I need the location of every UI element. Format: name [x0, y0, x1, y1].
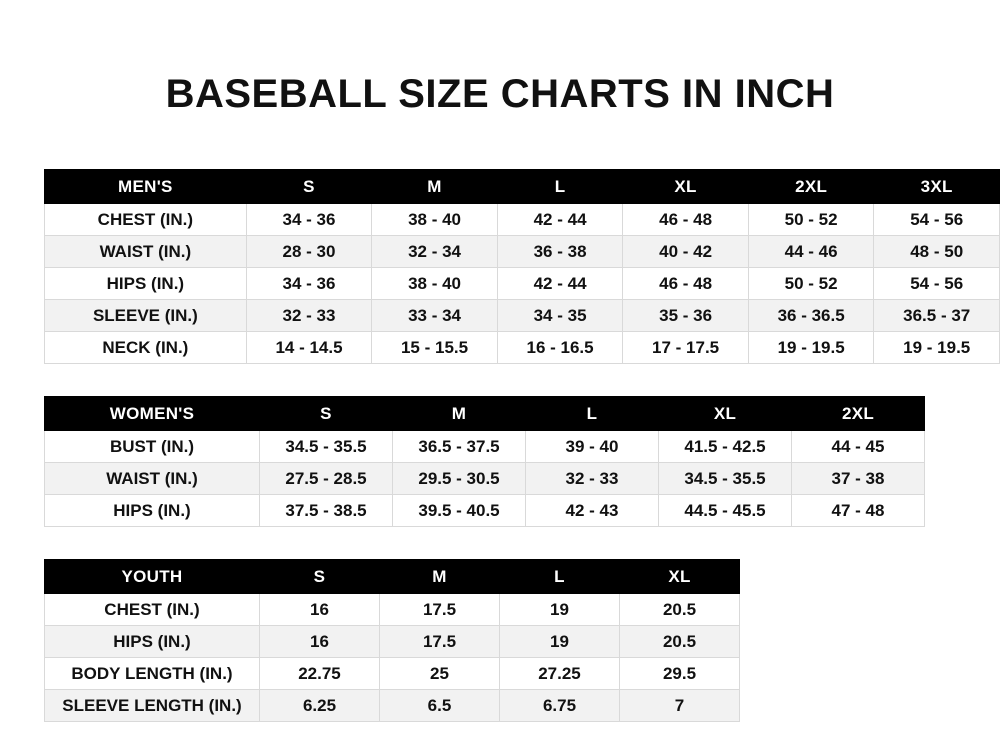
mens-neck-s: 14 - 14.5: [246, 332, 372, 364]
womens-bust-m: 36.5 - 37.5: [393, 431, 526, 463]
mens-hips-m: 38 - 40: [372, 268, 498, 300]
womens-header-category: WOMEN'S: [45, 397, 260, 431]
womens-row-label-waist: WAIST (IN.): [45, 463, 260, 495]
mens-header-3xl: 3XL: [874, 170, 1000, 204]
mens-waist-m: 32 - 34: [372, 236, 498, 268]
youth-hips-xl: 20.5: [620, 626, 740, 658]
table-row: [45, 431, 925, 463]
mens-hips-s: 34 - 36: [246, 268, 372, 300]
youth-sleeve-length-l: 6.75: [500, 690, 620, 722]
table-header-row: [45, 560, 740, 594]
womens-table-header: [45, 397, 925, 431]
table-row: [45, 658, 740, 690]
youth-table-body: [45, 594, 740, 722]
mens-waist-3xl: 48 - 50: [874, 236, 1000, 268]
mens-chest-m: 38 - 40: [372, 204, 498, 236]
mens-header-xl: XL: [623, 170, 749, 204]
mens-header-2xl: 2XL: [748, 170, 874, 204]
youth-size-table: [44, 559, 740, 722]
table-row: [45, 204, 1000, 236]
womens-waist-l: 32 - 33: [526, 463, 659, 495]
table-header-row: [45, 397, 925, 431]
mens-neck-l: 16 - 16.5: [497, 332, 623, 364]
table-row: [45, 236, 1000, 268]
womens-waist-s: 27.5 - 28.5: [260, 463, 393, 495]
womens-size-table: [44, 396, 925, 527]
mens-chest-l: 42 - 44: [497, 204, 623, 236]
youth-row-label-sleeve-length: SLEEVE LENGTH (IN.): [45, 690, 260, 722]
mens-neck-2xl: 19 - 19.5: [748, 332, 874, 364]
youth-hips-s: 16: [260, 626, 380, 658]
mens-waist-2xl: 44 - 46: [748, 236, 874, 268]
youth-chest-m: 17.5: [380, 594, 500, 626]
youth-sleeve-length-s: 6.25: [260, 690, 380, 722]
mens-sleeve-l: 34 - 35: [497, 300, 623, 332]
mens-size-table: [44, 169, 1000, 364]
table-row: [45, 300, 1000, 332]
mens-chest-s: 34 - 36: [246, 204, 372, 236]
mens-table-body: [45, 204, 1000, 364]
womens-hips-xl: 44.5 - 45.5: [659, 495, 792, 527]
mens-neck-3xl: 19 - 19.5: [874, 332, 1000, 364]
womens-waist-2xl: 37 - 38: [792, 463, 925, 495]
page-title: BASEBALL SIZE CHARTS IN INCH: [165, 72, 835, 116]
womens-header-xl: XL: [659, 397, 792, 431]
womens-header-l: L: [526, 397, 659, 431]
youth-table-header: [45, 560, 740, 594]
youth-header-s: S: [260, 560, 380, 594]
mens-waist-xl: 40 - 42: [623, 236, 749, 268]
mens-sleeve-xl: 35 - 36: [623, 300, 749, 332]
mens-header-m: M: [372, 170, 498, 204]
table-row: [45, 594, 740, 626]
youth-body-length-s: 22.75: [260, 658, 380, 690]
youth-chest-s: 16: [260, 594, 380, 626]
youth-header-m: M: [380, 560, 500, 594]
womens-bust-s: 34.5 - 35.5: [260, 431, 393, 463]
youth-header-l: L: [500, 560, 620, 594]
womens-row-label-hips: HIPS (IN.): [45, 495, 260, 527]
table-row: [45, 495, 925, 527]
table-row: [45, 463, 925, 495]
youth-chest-xl: 20.5: [620, 594, 740, 626]
womens-bust-2xl: 44 - 45: [792, 431, 925, 463]
mens-table-header: [45, 170, 1000, 204]
youth-body-length-l: 27.25: [500, 658, 620, 690]
mens-sleeve-m: 33 - 34: [372, 300, 498, 332]
womens-header-2xl: 2XL: [792, 397, 925, 431]
table-row: [45, 332, 1000, 364]
womens-header-s: S: [260, 397, 393, 431]
womens-bust-l: 39 - 40: [526, 431, 659, 463]
mens-row-label-chest: CHEST (IN.): [45, 204, 247, 236]
table-row: [45, 268, 1000, 300]
mens-hips-3xl: 54 - 56: [874, 268, 1000, 300]
youth-header-category: YOUTH: [45, 560, 260, 594]
youth-header-xl: XL: [620, 560, 740, 594]
table-row: [45, 690, 740, 722]
youth-body-length-xl: 29.5: [620, 658, 740, 690]
mens-row-label-hips: HIPS (IN.): [45, 268, 247, 300]
womens-hips-l: 42 - 43: [526, 495, 659, 527]
mens-header-category: MEN'S: [45, 170, 247, 204]
mens-sleeve-2xl: 36 - 36.5: [748, 300, 874, 332]
womens-hips-2xl: 47 - 48: [792, 495, 925, 527]
womens-hips-s: 37.5 - 38.5: [260, 495, 393, 527]
womens-waist-m: 29.5 - 30.5: [393, 463, 526, 495]
womens-hips-m: 39.5 - 40.5: [393, 495, 526, 527]
mens-hips-xl: 46 - 48: [623, 268, 749, 300]
mens-waist-l: 36 - 38: [497, 236, 623, 268]
mens-neck-m: 15 - 15.5: [372, 332, 498, 364]
tables-container: [0, 117, 1000, 722]
youth-sleeve-length-m: 6.5: [380, 690, 500, 722]
mens-neck-xl: 17 - 17.5: [623, 332, 749, 364]
youth-sleeve-length-xl: 7: [620, 690, 740, 722]
mens-row-label-sleeve: SLEEVE (IN.): [45, 300, 247, 332]
mens-row-label-neck: NECK (IN.): [45, 332, 247, 364]
table-header-row: [45, 170, 1000, 204]
youth-hips-m: 17.5: [380, 626, 500, 658]
mens-chest-3xl: 54 - 56: [874, 204, 1000, 236]
mens-hips-l: 42 - 44: [497, 268, 623, 300]
youth-row-label-body-length: BODY LENGTH (IN.): [45, 658, 260, 690]
mens-sleeve-3xl: 36.5 - 37: [874, 300, 1000, 332]
table-row: [45, 626, 740, 658]
mens-header-s: S: [246, 170, 372, 204]
youth-hips-l: 19: [500, 626, 620, 658]
womens-table-body: [45, 431, 925, 527]
youth-row-label-chest: CHEST (IN.): [45, 594, 260, 626]
mens-header-l: L: [497, 170, 623, 204]
womens-bust-xl: 41.5 - 42.5: [659, 431, 792, 463]
womens-row-label-bust: BUST (IN.): [45, 431, 260, 463]
mens-chest-2xl: 50 - 52: [748, 204, 874, 236]
womens-header-m: M: [393, 397, 526, 431]
mens-chest-xl: 46 - 48: [623, 204, 749, 236]
mens-row-label-waist: WAIST (IN.): [45, 236, 247, 268]
mens-sleeve-s: 32 - 33: [246, 300, 372, 332]
youth-row-label-hips: HIPS (IN.): [45, 626, 260, 658]
youth-chest-l: 19: [500, 594, 620, 626]
mens-hips-2xl: 50 - 52: [748, 268, 874, 300]
mens-waist-s: 28 - 30: [246, 236, 372, 268]
womens-waist-xl: 34.5 - 35.5: [659, 463, 792, 495]
youth-body-length-m: 25: [380, 658, 500, 690]
